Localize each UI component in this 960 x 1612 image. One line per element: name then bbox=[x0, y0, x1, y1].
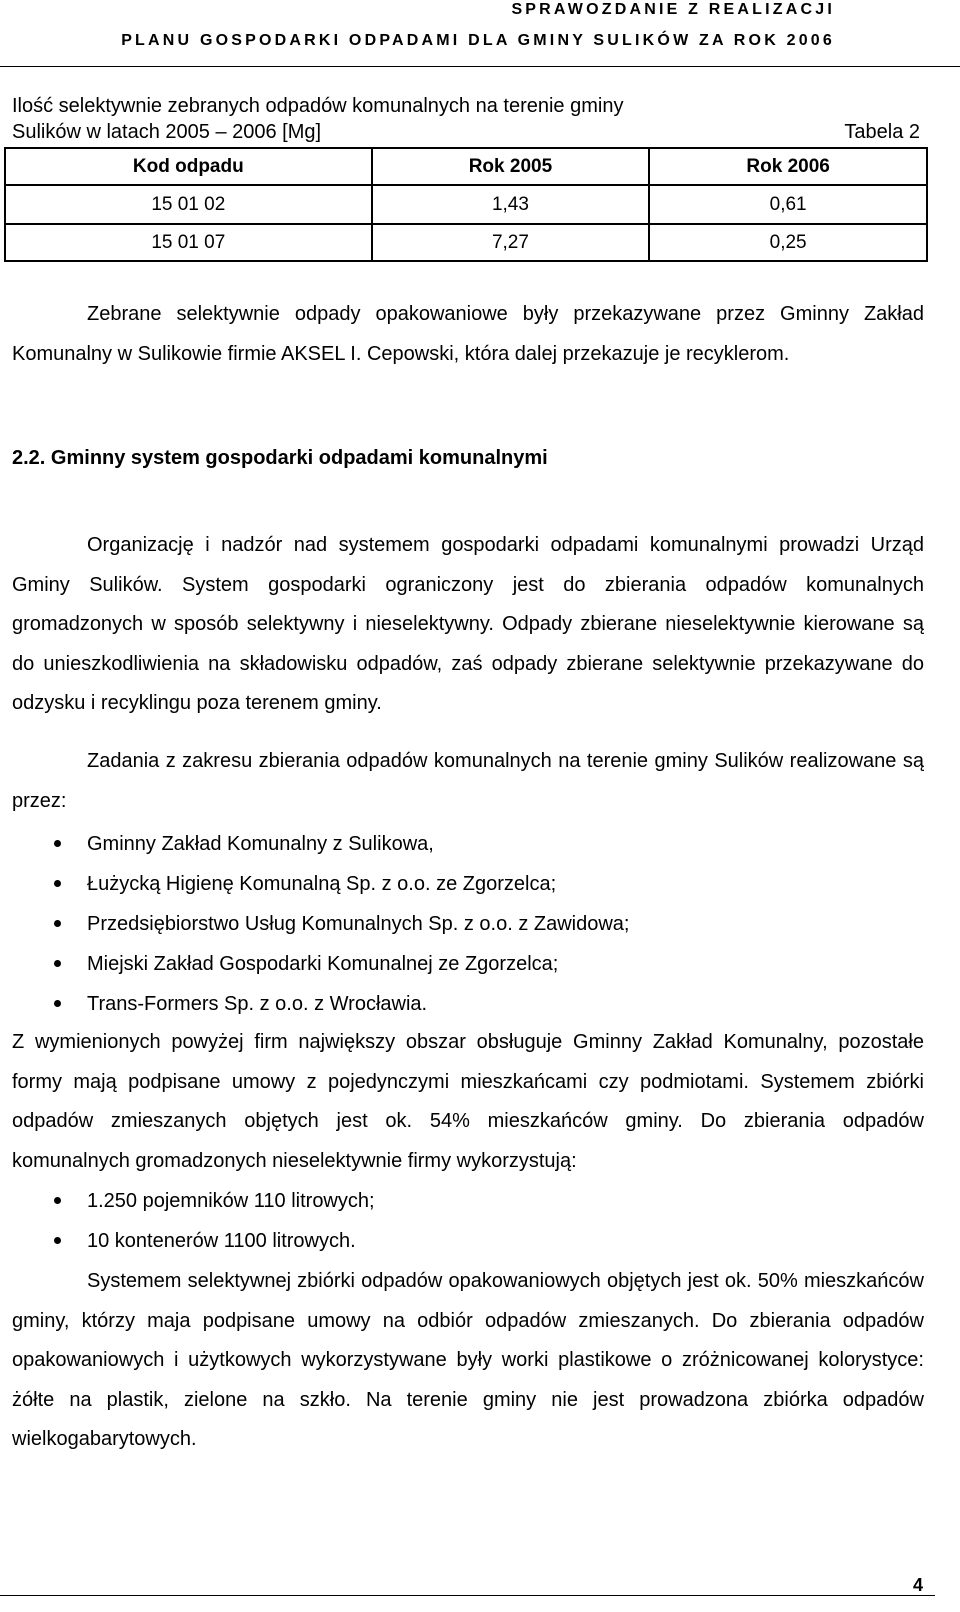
waste-table bbox=[4, 147, 928, 262]
paragraph-coverage: Z wymienionych powyżej firm największy obszar obsługuje Gminny Zakład Komunalny, pozostałe formy mają podpisane umowy z pojedynczymi mieszkańcami czy podmiotami. Systemem zbiórki odpadów zmieszanych objętych jest ok. 54% mieszkańców gminy. Do zbierania odpadów komunalnych gromadzonych nieselektywnie firmy wykorzystują: bbox=[12, 1031, 924, 1172]
containers-list bbox=[12, 1181, 375, 1261]
list-item: Miejski Zakład Gospodarki Komunalnej ze Zgorzelca; bbox=[12, 944, 629, 984]
paragraph-tasks: Zadania z zakresu zbierania odpadów komunalnych na terenie gminy Sulików realizowane są przez: bbox=[12, 750, 924, 812]
table-caption-line1: Ilość selektywnie zebranych odpadów komunalnych na terenie gminy bbox=[12, 95, 624, 117]
companies-list bbox=[12, 824, 629, 1024]
paragraph-selective-collection: Systemem selektywnej zbiórki odpadów opakowaniowych objętych jest ok. 50% mieszkańców gminy, którzy maja podpisane umowy na odbiór odpadów zmieszanych. Do zbierania odpadów opakowaniowych i użytkowych wykorzystywane były worki plastikowe o zróżnicowanej kolorystyce: żółte na plastik, zielone na szkło. Na terenie gminy nie jest prowadzona zbiórka odpadów wielkogabarytowych. bbox=[12, 1270, 924, 1450]
table-header-row bbox=[5, 148, 927, 185]
table-label: Tabela 2 bbox=[844, 121, 920, 143]
list-item: Łużycką Higienę Komunalną Sp. z o.o. ze Zgorzelca; bbox=[12, 864, 629, 904]
table-cell: 15 01 02 bbox=[5, 185, 372, 224]
page-number: 4 bbox=[912, 1575, 923, 1595]
paragraph-organization: Organizację i nadzór nad systemem gospodarki odpadami komunalnymi prowadzi Urząd Gminy Sulików. System gospodarki ograniczony jest do zbierania odpadów komunalnych gromadzonych w sposób selektywny i nieselektywny. Odpady zbierane nieselektywnie kierowane są do unieszkodliwienia na składowisku odpadów, zaś odpady zbierane selektywnie przekazywane do odzysku i recyklingu poza terenem gminy. bbox=[12, 534, 924, 714]
list-item: Przedsiębiorstwo Usług Komunalnych Sp. z o.o. z Zawidowa; bbox=[12, 904, 629, 944]
table-cell: 7,27 bbox=[372, 224, 650, 261]
column-header-2006: Rok 2006 bbox=[649, 148, 927, 185]
table-row bbox=[5, 185, 927, 224]
paragraph-packaging-transfer: Zebrane selektywnie odpady opakowaniowe były przekazywane przez Gminny Zakład Komunalny w Sulikowie firmie AKSEL I. Cepowski, która dalej przekazuje je recyklerom. bbox=[12, 303, 924, 365]
list-item: Gminny Zakład Komunalny z Sulikowa, bbox=[12, 824, 629, 864]
report-header-line1: SPRAWOZDANIE Z REALIZACJI bbox=[511, 1, 835, 18]
column-header-2005: Rok 2005 bbox=[372, 148, 650, 185]
list-item: Trans-Formers Sp. z o.o. z Wrocławia. bbox=[12, 984, 629, 1024]
header-divider bbox=[0, 66, 960, 67]
list-item: 1.250 pojemników 110 litrowych; bbox=[12, 1181, 375, 1221]
list-item: 10 kontenerów 1100 litrowych. bbox=[12, 1221, 375, 1261]
report-header-line2: PLANU GOSPODARKI ODPADAMI DLA GMINY SULIKÓW ZA ROK 2006 bbox=[121, 32, 835, 49]
table-cell: 15 01 07 bbox=[5, 224, 372, 261]
section-heading: 2.2. Gminny system gospodarki odpadami komunalnymi bbox=[12, 447, 548, 469]
table-row bbox=[5, 224, 927, 261]
footer-divider bbox=[0, 1595, 935, 1596]
table-cell: 0,25 bbox=[649, 224, 927, 261]
table-caption-line2: Sulików w latach 2005 – 2006 [Mg] bbox=[12, 121, 322, 143]
column-header-code: Kod odpadu bbox=[5, 148, 372, 185]
table-cell: 1,43 bbox=[372, 185, 650, 224]
table-cell: 0,61 bbox=[649, 185, 927, 224]
